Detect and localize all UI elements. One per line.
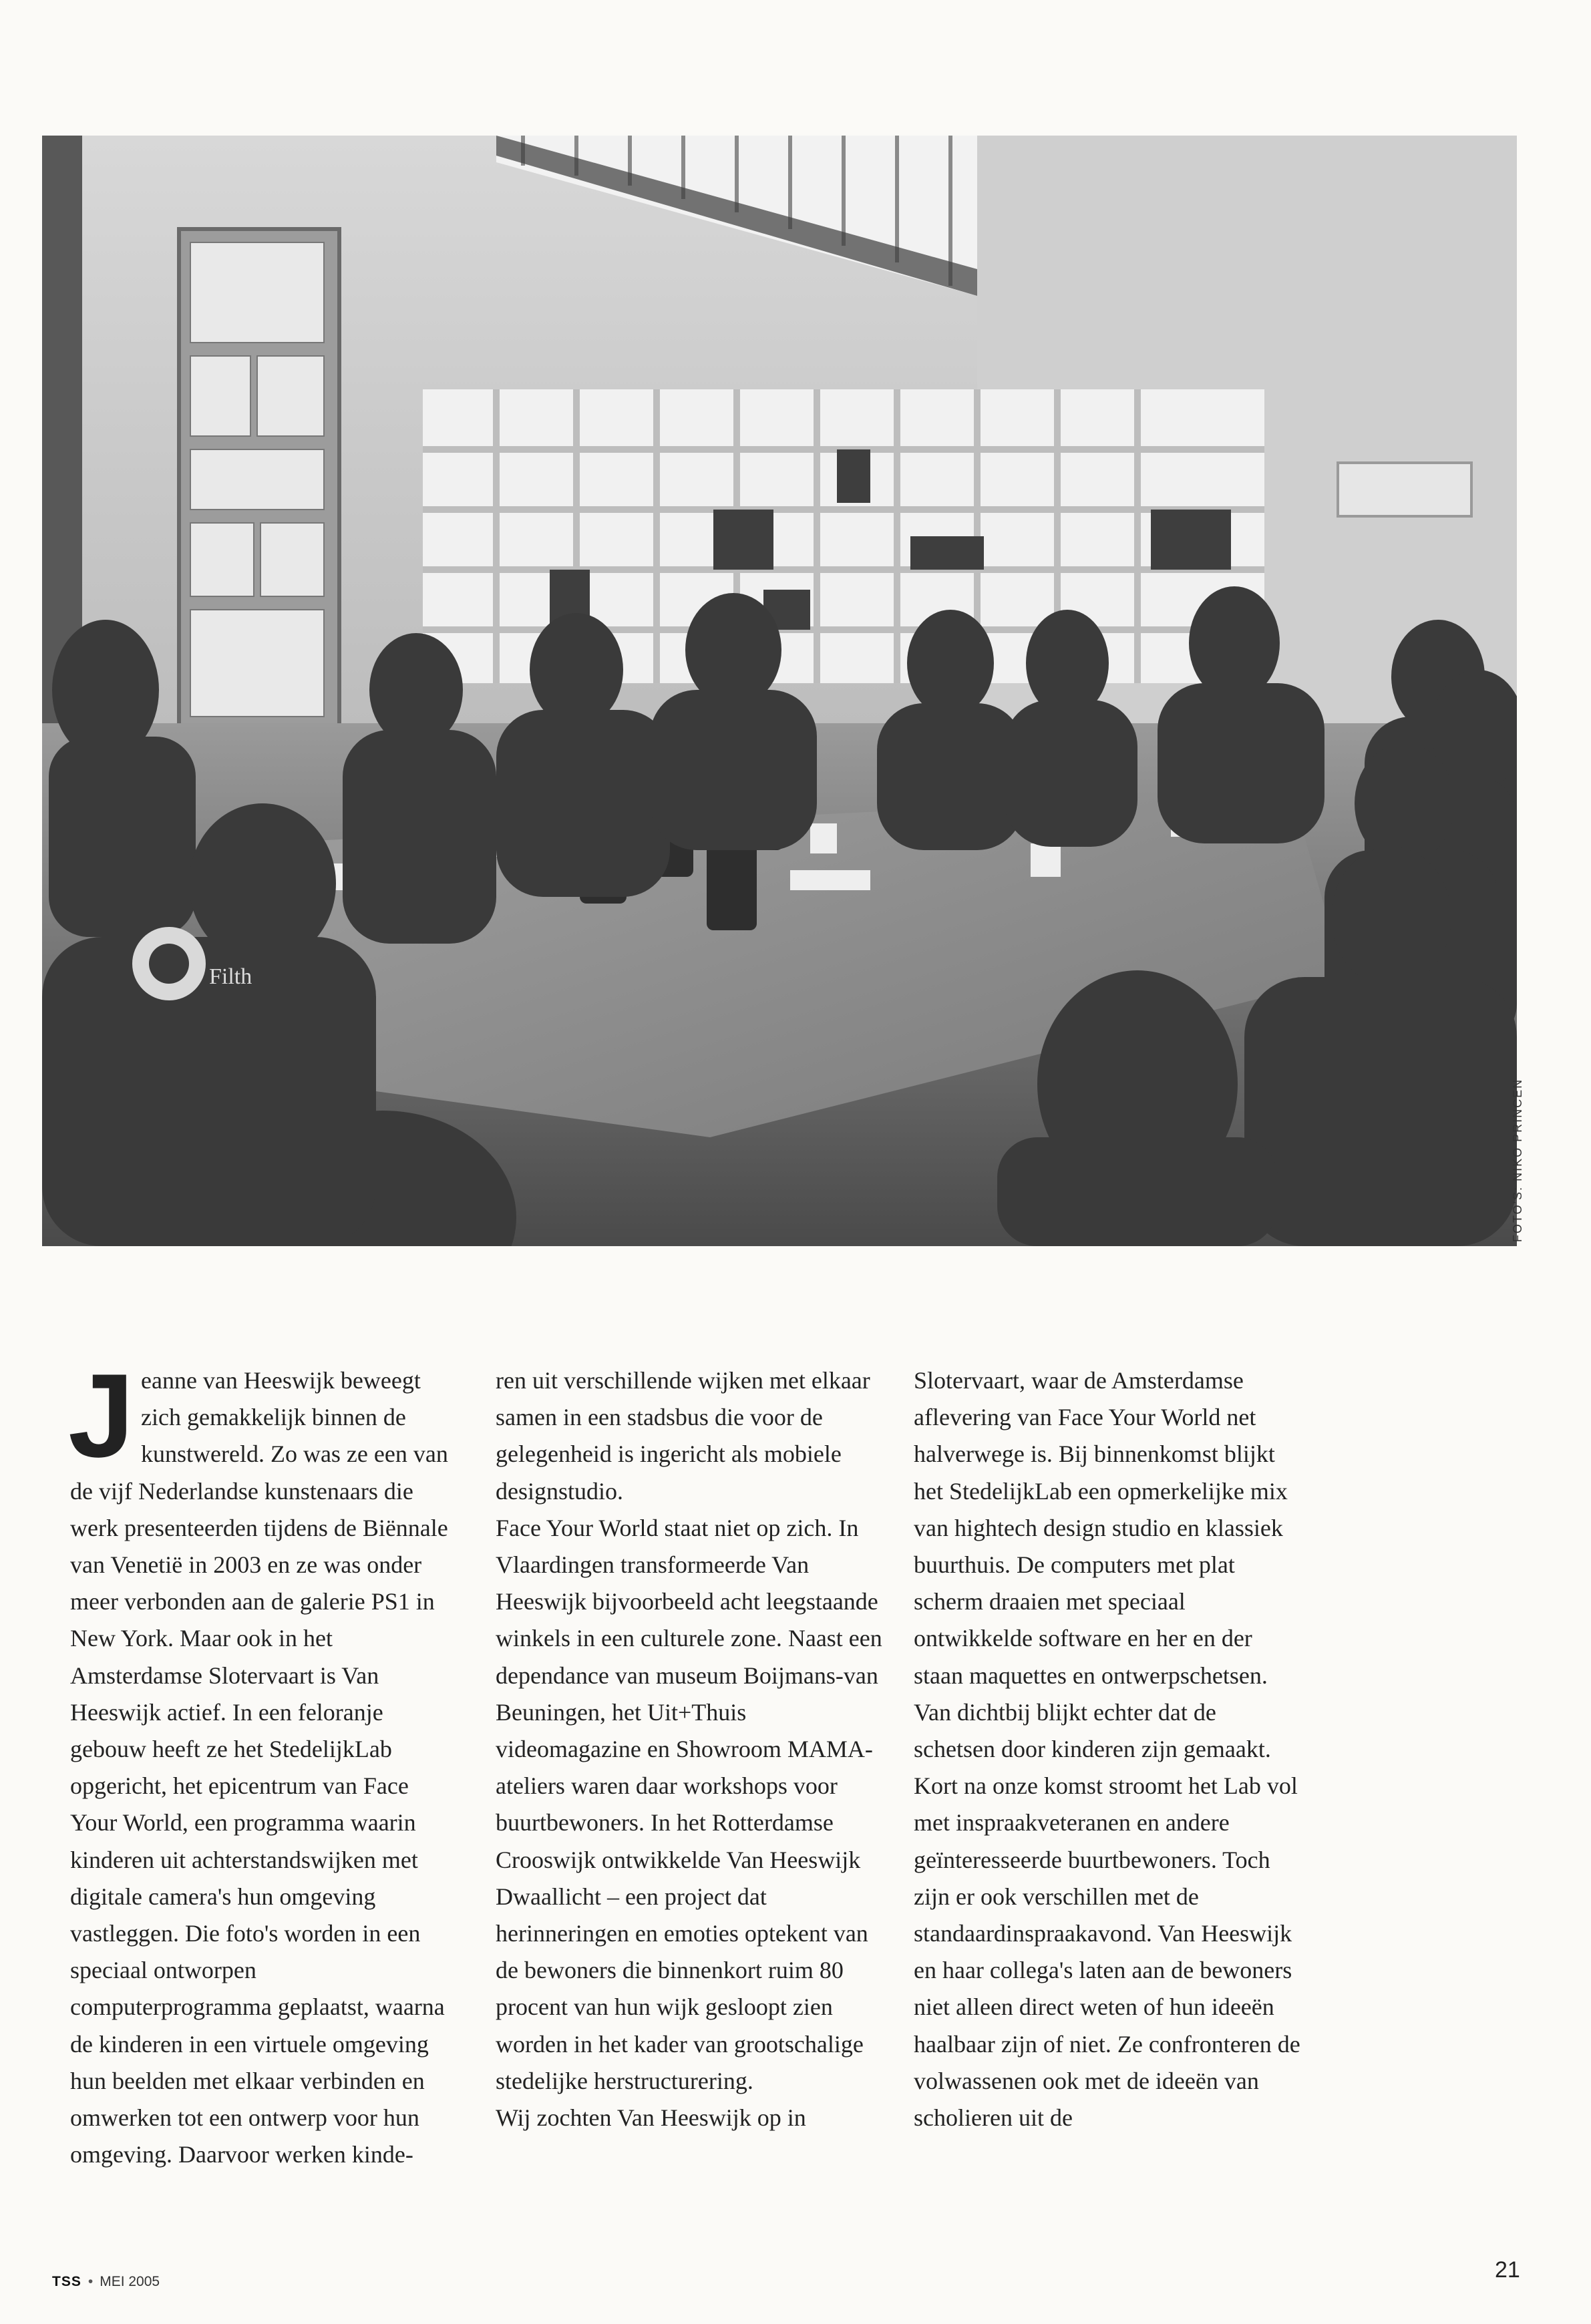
article-column-2 xyxy=(496,1362,883,2136)
sweater-lettering: Filth xyxy=(209,964,252,989)
page-number: 21 xyxy=(1495,2257,1520,2283)
photo-credit: FOTO'S: NIKO PRINCEN xyxy=(1511,1078,1524,1242)
issue-date: MEI 2005 xyxy=(100,2274,160,2289)
column-2-paragraph-2: Face Your World staat niet op zich. In Vlaardingen transformeerde Van Heeswijk bijvoorbeeld acht leegstaande winkels in een culturele zone. Naast een dependance van museum Boijmans-van Beuningen, het Uit+Thuis videomagazine en Showroom MAMA-ateliers waren daar workshops voor buurtbewoners. In het Rotterdamse Crooswijk ontwikkelde Van Heeswijk Dwaallicht – een project dat herinneringen en emoties optekent van de bewoners die binnenkort ruim 80 procent van hun wijk gesloopt zien worden in het kader van grootschalige stedelijke herstructurering. xyxy=(496,1514,882,2094)
article-photo xyxy=(42,136,1517,1246)
meeting-photo-illustration xyxy=(42,136,1517,1246)
article-column-3 xyxy=(914,1362,1301,2136)
magazine-name: TSS xyxy=(52,2274,81,2289)
column-2-paragraph-3: Wij zochten Van Heeswijk op in xyxy=(496,2104,806,2132)
column-1-text: eanne van Heeswijk beweegt zich gemakkelijk binnen de kunstwereld. Zo was ze een van de vijf Nederlandse kunstenaars die werk presenteerden tijdens de Biënnale van Venetië in 2003 en ze was onder meer verbonden aan de galerie PS1 in New York. Maar ook in het Amsterdamse Slotervaart is Van Heeswijk actief. In een feloranje gebouw heeft ze het StedelijkLab opgericht, het epicentrum van Face Your World, een programma waarin kinderen uit achterstandswijken met digitale camera's hun omgeving vastleggen. Die foto's worden in een speciaal ontworpen computerprogramma geplaatst, waarna de kinderen in een virtuele omgeving hun beelden met elkaar verbinden en omwerken tot een ontwerp voor hun omgeving. Daarvoor werken kinde- xyxy=(70,1367,448,2168)
drop-cap: J xyxy=(68,1349,134,1482)
column-3-text: Slotervaart, waar de Amsterdamse aflevering van Face Your World net halverwege is. Bij binnenkomst blijkt het StedelijkLab een opmerkelijke mix van hightech design studio en klassiek buurthuis. De computers met plat scherm draaien met speciaal ontwikkelde software en her en der staan maquettes en ontwerpschetsen. Van dichtbij blijkt echter dat de schetsen door kinderen zijn gemaakt. Kort na onze komst stroomt het Lab vol met inspraakveteranen en andere geïnteresseerde buurtbewoners. Toch zijn er ook verschillen met de standaardinspraakavond. Van Heeswijk en haar collega's laten aan de bewoners niet alleen direct weten of hun ideeën haalbaar zijn of niet. Ze confronteren de volwassenen ook met de ideeën van scholieren uit de xyxy=(914,1367,1300,2132)
article-column-1 xyxy=(68,1349,458,2173)
magazine-footer xyxy=(52,2274,160,2290)
footer-separator: • xyxy=(87,2274,94,2289)
column-2-paragraph-1: ren uit verschillende wijken met elkaar samen in een stadsbus die voor de gelegenheid is ingericht als mobiele designstudio. xyxy=(496,1367,870,1505)
